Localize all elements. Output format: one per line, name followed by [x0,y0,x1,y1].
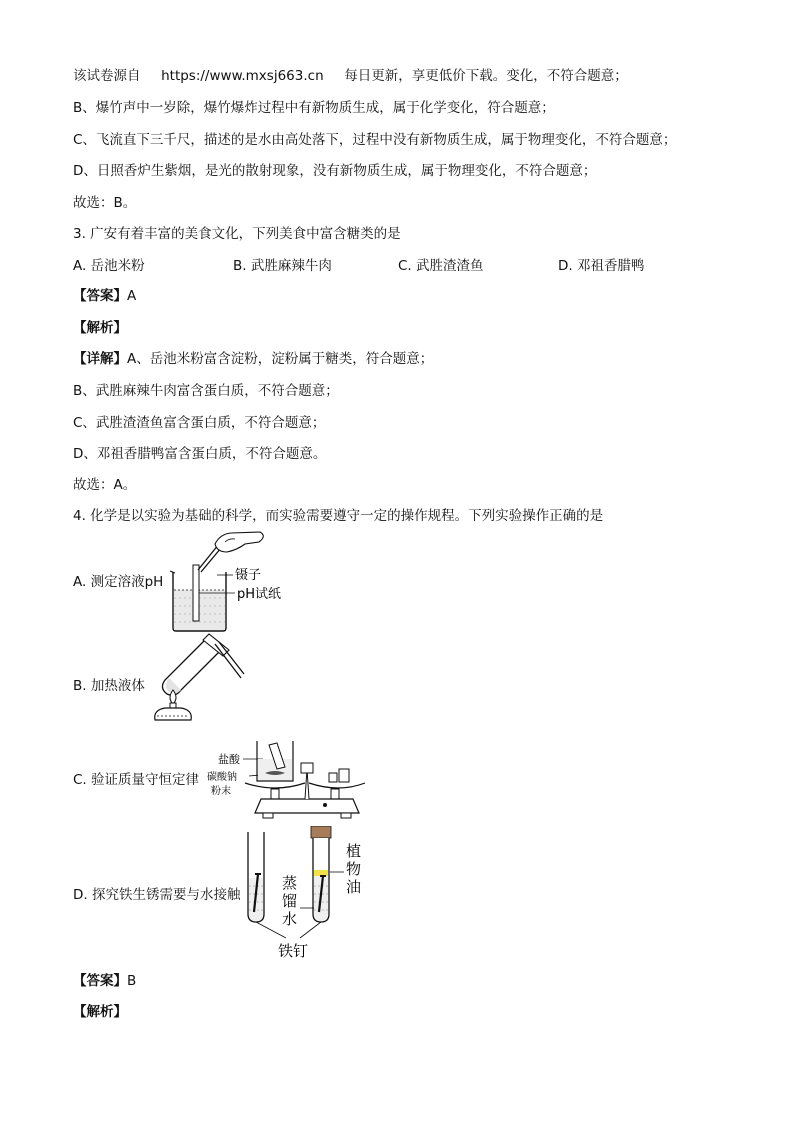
analysis-tag: 【解析】 [73,320,127,336]
oil-label-1: 植 [346,842,362,860]
q3-detail-d: D、邓祖香腊鸭富含蛋白质，不符合题意。 [73,446,327,462]
water-label-1: 蒸 [282,874,298,892]
q3-detail-a [73,349,433,369]
analysis-tag: 【解析】 [73,1004,127,1020]
q4-option-c: C. 验证质量守恒定律 [73,772,200,788]
q4-analysis [73,1002,127,1022]
q2-line-c: C、飞流直下三千尺，描述的是水由高处落下，过程中没有新物质生成，属于物理变化，不符合题意； [73,132,677,148]
q4-option-a: A. 测定溶液pH [73,574,164,590]
q3-option-a: A. 岳池米粉 [73,258,145,274]
q4-answer [73,971,136,991]
hand-icon [215,532,263,552]
detail-first: A、岳池米粉富含淀粉，淀粉属于糖类，符合题意； [127,351,434,367]
q4-option-d: D. 探究铁生锈需要与水接触 [73,887,241,903]
q3-stem: 3. 广安有着丰富的美食文化，下列美食中富含糖类的是 [73,226,401,242]
header-tail: 变化，不符合题意； [506,68,628,84]
test-tube-icon [162,640,221,695]
source-text: 该试卷源自 [73,68,141,84]
water-label-3: 水 [282,910,298,928]
heating-liquid-figure [145,632,245,722]
rubber-stopper [311,826,331,838]
q3-detail-c: C、武胜渣渣鱼富含蛋白质，不符合题意； [73,415,326,431]
q3-option-d: D. 邓祖香腊鸭 [558,258,645,274]
nails-label: 铁钉 [278,942,309,960]
q3-detail-b: B、武胜麻辣牛肉富含蛋白质，不符合题意； [73,383,339,399]
rust-test-figure [240,826,380,961]
q3-option-c: C. 武胜渣渣鱼 [398,258,484,274]
q2-line-d: D、日照香炉生紫烟，是光的散射现象，没有新物质生成，属于物理变化，不符合题意； [73,163,597,179]
ph-paper-strip [193,565,199,621]
source-url[interactable]: https://www.mxsj663.cn [161,68,324,84]
q4-option-b: B. 加热液体 [73,678,145,694]
ph-paper-label: pH试纸 [237,587,282,602]
answer-tag: 【答案】 [73,288,127,304]
water-label-2: 馏 [282,892,298,910]
alcohol-lamp-icon [155,690,192,720]
tweezers-label: 镊子 [235,568,262,583]
answer-value: A [127,288,137,304]
na2co3-label-1: 碳酸钠 [207,772,237,783]
test-tube-right-icon [311,826,331,922]
na2co3-label-2: 粉末 [211,786,231,797]
hcl-label: 盐酸 [218,753,240,766]
answer-tag: 【答案】 [73,973,127,989]
mass-conservation-figure [205,733,370,823]
q2-choice: 故选：B。 [73,195,137,211]
test-tube-left-icon [248,832,264,922]
beaker-icon [257,741,293,781]
detail-tag: 【详解】 [73,351,127,367]
header-line [73,66,628,86]
ph-test-figure [165,530,315,635]
q3-option-b: B. 武胜麻辣牛肉 [233,258,332,274]
q3-analysis [73,318,127,338]
answer-value: B [127,973,137,989]
promo-text: 每日更新，享更低价下载。 [344,68,507,84]
oil-label-3: 油 [346,878,362,896]
q4-stem: 4. 化学是以实验为基础的科学，而实验需要遵守一定的操作规程。下列实验操作正确的是 [73,508,604,524]
q3-choice: 故选：A。 [73,477,137,493]
q2-line-b: B、爆竹声中一岁除，爆竹爆炸过程中有新物质生成，属于化学变化，符合题意； [73,100,555,116]
q3-answer [73,286,136,306]
oil-label-2: 物 [346,860,362,878]
